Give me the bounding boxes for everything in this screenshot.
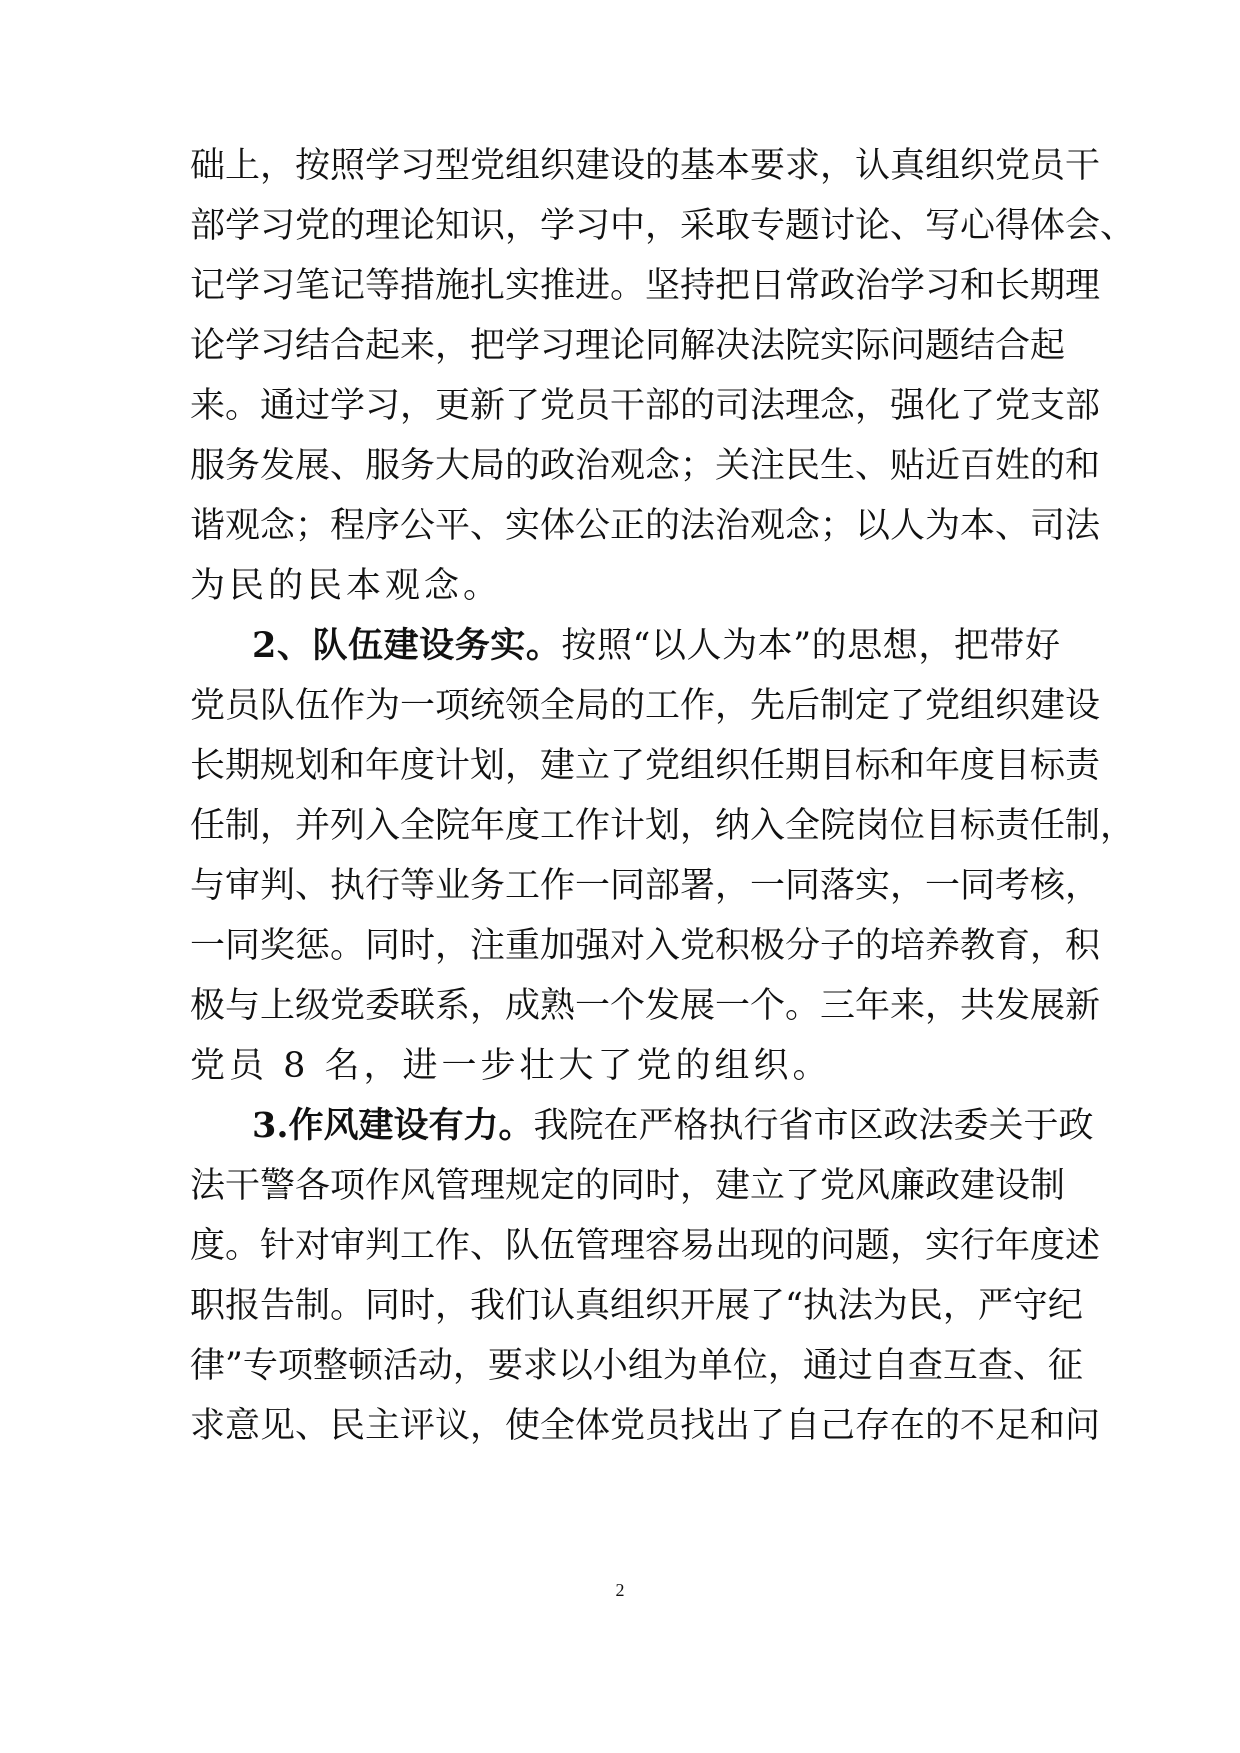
paragraph1-line-6: 服务发展、服务大局的政治观念；关注民生、贴近百姓的和 <box>190 446 1101 486</box>
paragraph2-line-2: 党员队伍作为一项统领全局的工作，先后制定了党组织建设 <box>190 686 1101 726</box>
paragraph3-line-5: 律”专项整顿活动，要求以小组为单位，通过自查互查、征 <box>190 1346 1083 1386</box>
paragraph3-line-2: 法干警各项作风管理规定的同时，建立了党风廉政建设制 <box>190 1166 1066 1206</box>
paragraph2-first-line <box>252 616 1060 676</box>
paragraph2-heading: 2、队伍建设务实。 <box>252 625 562 666</box>
paragraph1-line-2: 部学习党的理论知识，学习中，采取专题讨论、写心得体会、 <box>190 206 1136 246</box>
paragraph1-line-1: 础上，按照学习型党组织建设的基本要求，认真组织党员干 <box>190 146 1101 186</box>
paragraph1-line-3: 记学习笔记等措施扎实推进。坚持把日常政治学习和长期理 <box>190 266 1101 306</box>
paragraph2-line-5: 与审判、执行等业务工作一同部署，一同落实，一同考核， <box>190 866 1101 906</box>
paragraph2-line-6: 一同奖惩。同时，注重加强对入党积极分子的培养教育，积 <box>190 926 1101 966</box>
paragraph3-line-3: 度。针对审判工作、队伍管理容易出现的问题，实行年度述 <box>190 1226 1101 1266</box>
paragraph2-line-4: 任制，并列入全院年度工作计划，纳入全院岗位目标责任制， <box>190 806 1136 846</box>
paragraph3-line-4: 职报告制。同时，我们认真组织开展了“执法为民，严守纪 <box>190 1286 1083 1326</box>
paragraph3-first-line <box>252 1096 1094 1156</box>
paragraph3-first-line-text: 我院在严格执行省市区政法委关于政 <box>533 1106 1094 1146</box>
paragraph1-line-7: 谐观念；程序公平、实体公正的法治观念；以人为本、司法 <box>190 506 1101 546</box>
page-number: 2 <box>615 1580 625 1600</box>
paragraph1-line-5: 来。通过学习，更新了党员干部的司法理念，强化了党支部 <box>190 386 1101 426</box>
paragraph1-line-8: 为民的民本观念。 <box>190 566 503 606</box>
paragraph2-line-8: 党员 8 名，进一步壮大了党的组织。 <box>190 1046 832 1086</box>
paragraph3-heading: 3.作风建设有力。 <box>252 1105 534 1146</box>
paragraph2-first-line-text: 按照“以人为本”的思想，把带好 <box>561 626 1060 666</box>
paragraph1-line-4: 论学习结合起来，把学习理论同解决法院实际问题结合起 <box>190 326 1066 366</box>
paragraph3-line-6: 求意见、民主评议，使全体党员找出了自己存在的不足和问 <box>190 1406 1101 1446</box>
paragraph2-line-3: 长期规划和年度计划，建立了党组织任期目标和年度目标责 <box>190 746 1101 786</box>
paragraph2-line-7: 极与上级党委联系，成熟一个发展一个。三年来，共发展新 <box>190 986 1101 1026</box>
